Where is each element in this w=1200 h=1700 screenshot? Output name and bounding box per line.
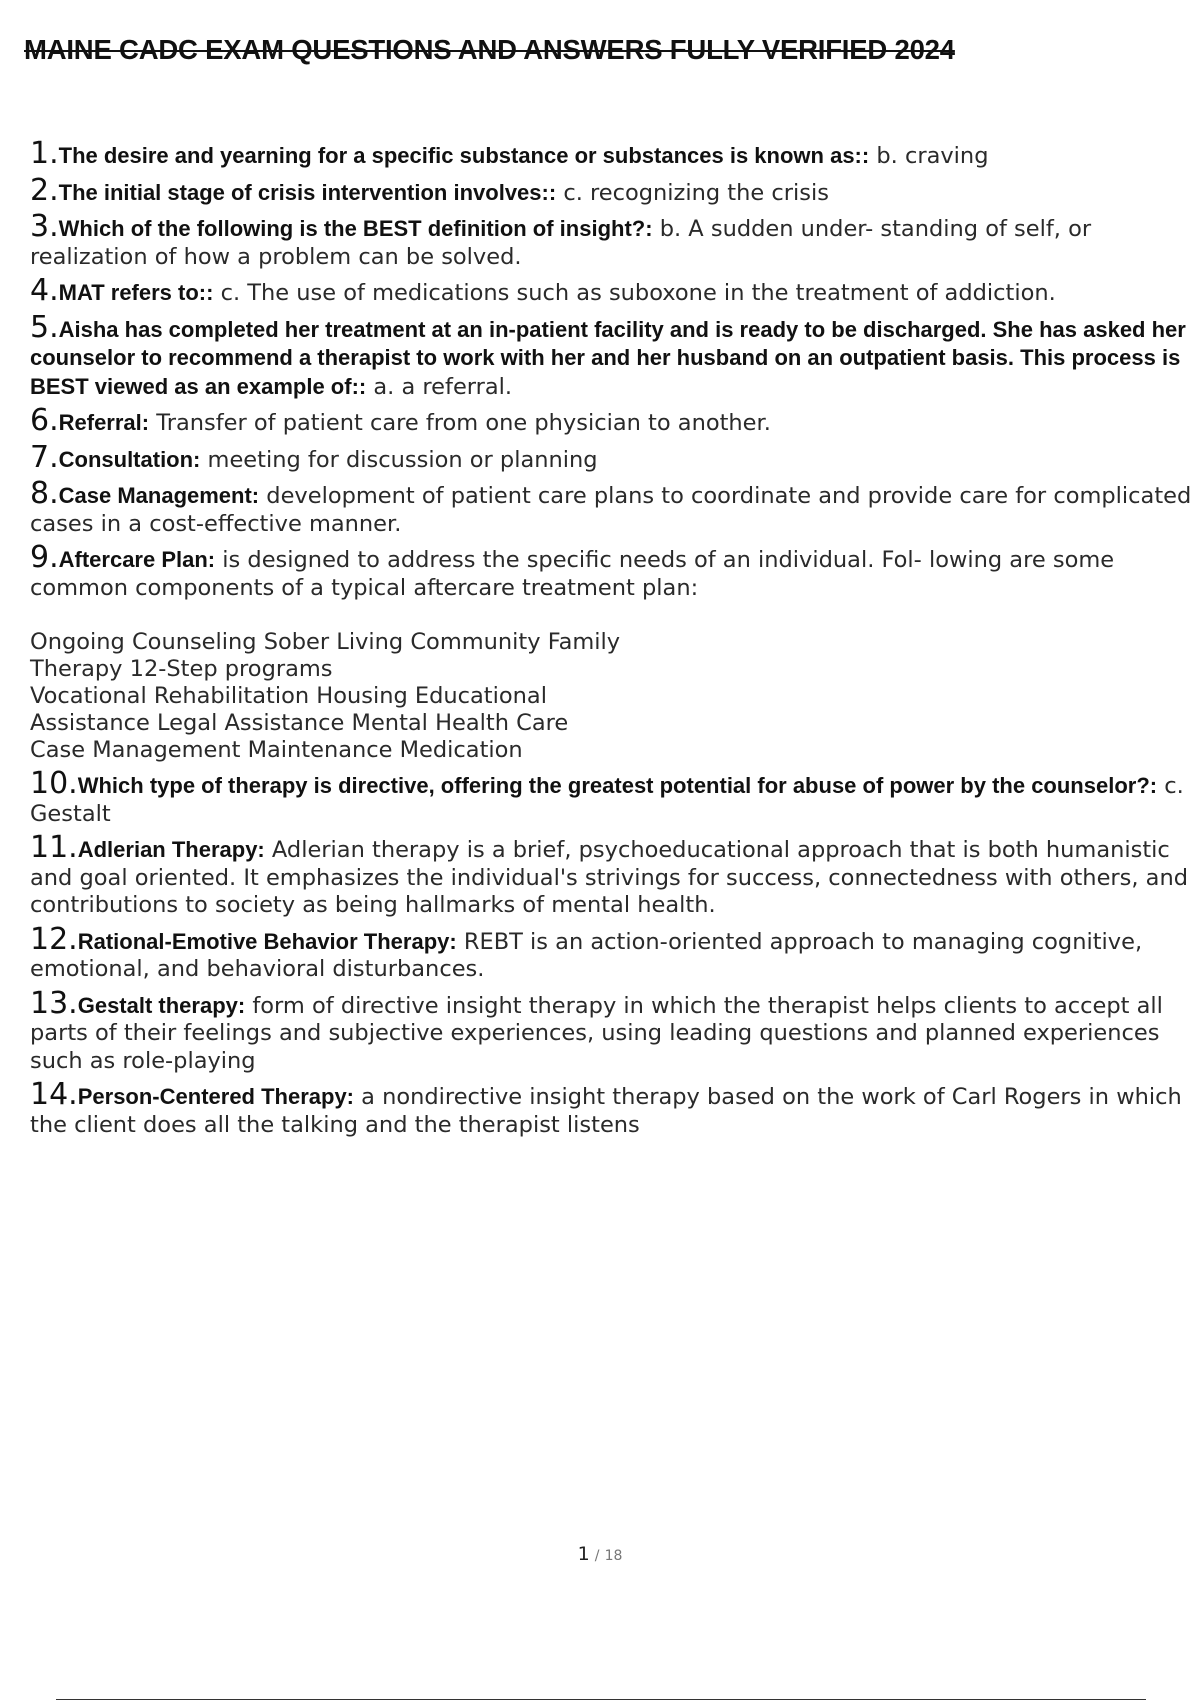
qa-item-3 (30, 209, 1195, 271)
question-number: 4. (30, 273, 59, 308)
qa-item-6 (30, 403, 1195, 438)
qa-item-1 (30, 136, 1195, 171)
aftercare-component-line: Assistance Legal Assistance Mental Health Care (30, 710, 569, 736)
question-text: Gestalt therapy: (77, 992, 246, 1018)
qa-item-9 (30, 540, 1195, 764)
question-number: 2. (30, 172, 59, 208)
qa-item-14 (30, 1077, 1195, 1139)
question-text: Referral: (58, 410, 150, 435)
aftercare-component-line: Case Management Maintenance Medication (30, 737, 523, 763)
aftercare-component-line: Ongoing Counseling Sober Living Community Family (30, 629, 621, 655)
answer-text: b. A sudden under- standing of self, or realization of how a problem can be solved. (30, 216, 1092, 270)
page-separator: / (594, 1548, 600, 1564)
answer-text: a. a referral. (373, 373, 513, 400)
question-text: Person-Centered Therapy: (77, 1084, 355, 1109)
aftercare-component-line: Therapy 12-Step programs (30, 656, 333, 682)
answer-text: c. recognizing the crisis (563, 179, 829, 206)
question-number: 1. (30, 136, 59, 171)
answer-text: c. Gestalt (30, 773, 1184, 827)
answer-text: Adlerian therapy is a brief, psychoeducational approach that is both humanistic and goal oriented. It emphasizes the individual's strivings for success, connectedness with others, and contributions to society as being hallmarks of mental health. (30, 837, 1189, 918)
qa-item-12 (30, 921, 1195, 984)
question-number: 12. (30, 921, 78, 957)
question-number: 11. (30, 830, 78, 865)
question-text: The desire and yearning for a specific substance or substances is known as:: (58, 143, 870, 168)
question-text: Consultation: (58, 446, 201, 472)
answer-text: c. The use of medications such as suboxone in the treatment of addiction. (220, 280, 1056, 306)
question-number: 14. (30, 1077, 78, 1112)
answer-text: b. craving (876, 143, 989, 169)
qa-item-13 (30, 985, 1195, 1076)
qa-item-11 (30, 830, 1195, 920)
question-text: Case Management: (58, 483, 260, 508)
answer-text: meeting for discussion or planning (207, 446, 598, 473)
question-text: Aftercare Plan: (58, 547, 216, 572)
answer-text: development of patient care plans to coordinate and provide care for complicated cases in a cost-effective manner. (30, 483, 1192, 537)
qa-item-2 (30, 172, 1195, 208)
answer-text: a nondirective insight therapy based on the work of Carl Rogers in which the client does all the talking and the therapist listens (30, 1084, 1182, 1138)
question-text: Aisha has completed her treatment at an in-patient facility and is ready to be discharged. She has asked her counselor to recommend a therapist to work with her and her husband on an outpatient basis. This process is BEST viewed as an example of:: (30, 316, 1186, 399)
qa-item-8 (30, 476, 1195, 538)
question-number: 3. (30, 209, 59, 244)
answer-text: REBT is an action-oriented approach to managing cognitive, emotional, and behavioral disturbances. (30, 928, 1143, 982)
question-number: 5. (30, 309, 59, 345)
aftercare-component-line: Vocational Rehabilitation Housing Educational (30, 683, 547, 709)
question-text: Which of the following is the BEST definition of insight?: (58, 216, 653, 241)
question-text: Adlerian Therapy: (77, 837, 265, 862)
page-current: 1 (577, 1543, 590, 1565)
aftercare-components (30, 629, 1195, 764)
document-title: MAINE CADC EXAM QUESTIONS AND ANSWERS FULLY VERIFIED 2024 (24, 34, 955, 65)
answer-text: form of directive insight therapy in which the therapist helps clients to accept all parts of their feelings and subjective experiences, using leading questions and planned experiences such as role-playing (30, 992, 1163, 1074)
answer-text: Transfer of patient care from one physician to another. (156, 410, 771, 436)
question-number: 9. (30, 540, 59, 575)
qa-list (30, 136, 1195, 1145)
question-number: 6. (30, 403, 59, 438)
answer-text: is designed to address the specific needs of an individual. Fol- lowing are some common components of a typical aftercare treatment plan: (30, 547, 1115, 601)
qa-item-7 (30, 439, 1195, 475)
qa-item-5 (30, 309, 1195, 402)
page-indicator (0, 1543, 1200, 1565)
question-text: The initial stage of crisis intervention involves:: (58, 179, 557, 205)
page-total: 18 (604, 1548, 623, 1564)
question-number: 13. (30, 985, 78, 1021)
qa-item-4 (30, 273, 1195, 308)
question-number: 8. (30, 476, 59, 511)
qa-item-10 (30, 766, 1195, 828)
question-text: Rational-Emotive Behavior Therapy: (77, 928, 457, 954)
question-number: 7. (30, 439, 59, 475)
question-text: MAT refers to:: (58, 280, 214, 305)
question-text: Which type of therapy is directive, offering the greatest potential for abuse of power by the counselor?: (77, 773, 1158, 798)
question-number: 10. (30, 766, 78, 801)
